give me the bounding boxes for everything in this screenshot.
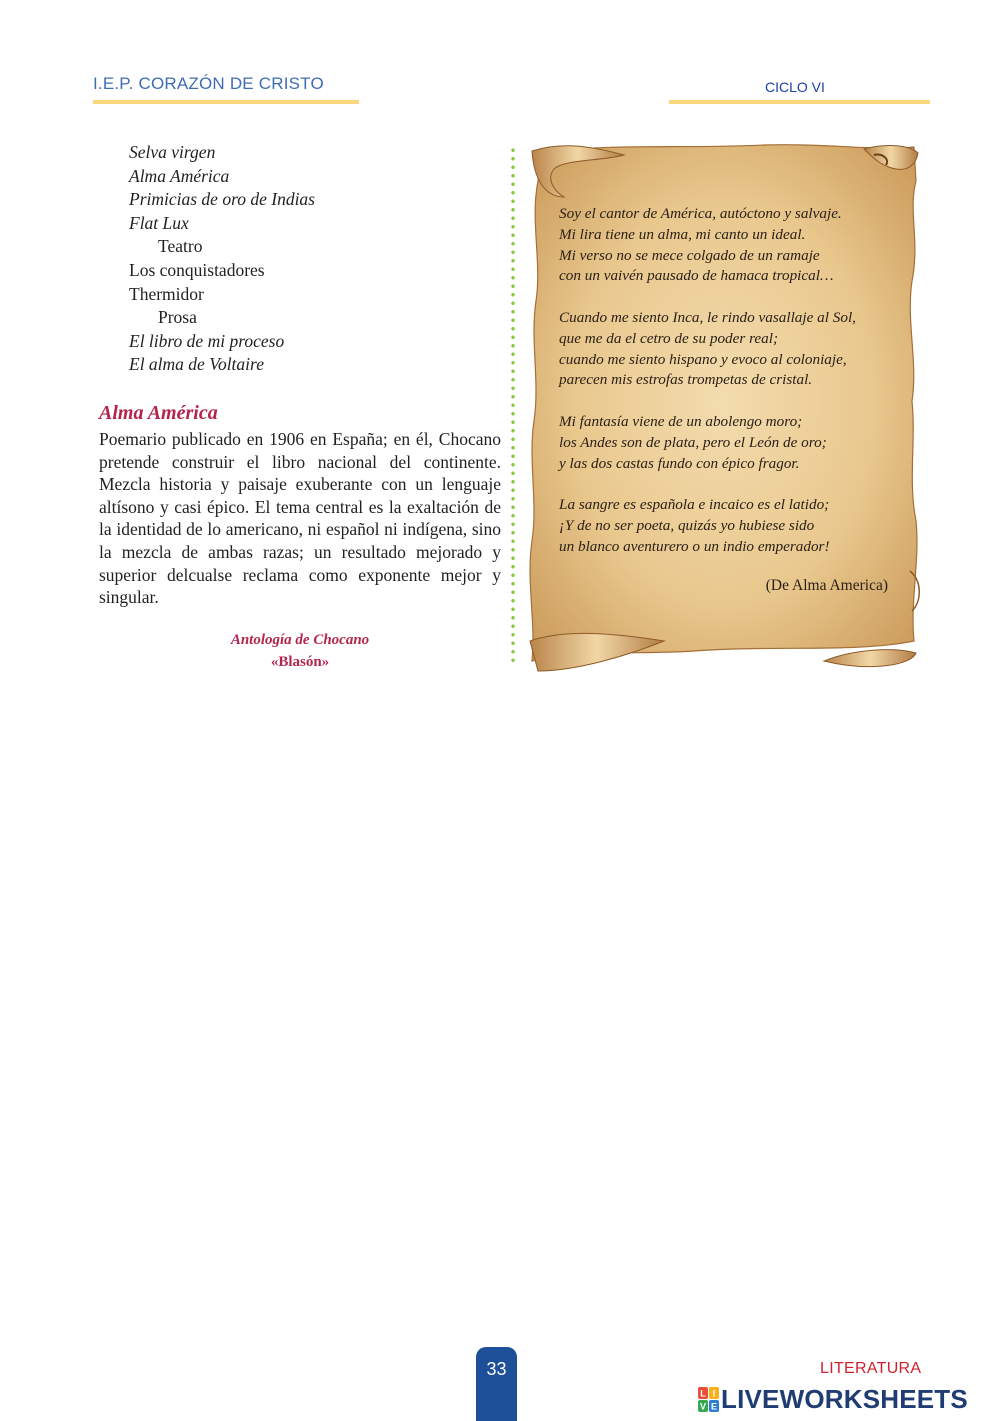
poem-line: La sangre es española e incaico es el latido; bbox=[559, 496, 830, 514]
poem-stanza bbox=[559, 495, 899, 557]
liveworksheets-brand[interactable]: LIVEWORKSHEETS bbox=[721, 1384, 968, 1414]
poem-stanza bbox=[559, 412, 899, 474]
poem-line: Mi lira tiene un alma, mi canto un ideal. bbox=[559, 225, 806, 243]
poem-line: los Andes son de plata, pero el León de oro; bbox=[559, 433, 827, 451]
credit-poem-title: «Blasón» bbox=[270, 654, 330, 670]
work-item: Alma América bbox=[129, 165, 230, 186]
liveworksheets-logo-icon[interactable] bbox=[698, 1387, 720, 1413]
header-right-rule bbox=[669, 100, 930, 104]
subject-label: LITERATURA bbox=[820, 1360, 922, 1377]
page-number: 33 bbox=[486, 1359, 507, 1379]
poem-stanza bbox=[559, 308, 899, 391]
poem-line: un blanco aventurero o un indio emperador! bbox=[559, 537, 830, 555]
poem-line: Mi verso no se mece colgado de un ramaje bbox=[559, 246, 820, 264]
poem-line: cuando me siento hispano y evoco al coloniaje, bbox=[559, 350, 847, 368]
work-item: Los conquistadores bbox=[129, 259, 265, 280]
poem-line: Cuando me siento Inca, le rindo vasallaje al Sol, bbox=[559, 308, 856, 326]
header-left-rule bbox=[93, 100, 359, 104]
section-body: Poemario publicado en 1906 en España; en él, Chocano pretende construir el libro nacional del continente. Mezcla historia y paisaje exuberante con un lenguaje altísono y casi épico. El tema central es la exaltación de la identidad de lo americano, ni español ni indígena, sino la mezcla de ambas razas; un resultado mejorado y superior delcualse reclama como exponente mejor y singular. bbox=[99, 429, 501, 608]
works-subheading-teatro: Teatro bbox=[158, 236, 203, 257]
svg-text:L: L bbox=[700, 1388, 706, 1399]
svg-text:V: V bbox=[699, 1401, 707, 1412]
poem-line: ¡Y de no ser poeta, quizás yo hubiese sido bbox=[559, 516, 815, 534]
work-item: El libro de mi proceso bbox=[129, 330, 285, 351]
poem bbox=[559, 204, 899, 578]
school-name: I.E.P. CORAZÓN DE CRISTO bbox=[93, 74, 324, 93]
poem-line: parecen mis estrofas trompetas de cristal. bbox=[559, 371, 813, 389]
svg-text:I: I bbox=[712, 1388, 716, 1399]
credit-anthology: Antología de Chocano bbox=[230, 632, 370, 648]
work-item: Thermidor bbox=[129, 283, 204, 304]
poem-line: Mi fantasía viene de un abolengo moro; bbox=[559, 412, 803, 430]
works-subheading-prosa: Prosa bbox=[158, 307, 197, 328]
section-title: Alma América bbox=[99, 402, 218, 424]
work-item: Primicias de oro de Indias bbox=[129, 189, 315, 210]
work-item: Flat Lux bbox=[129, 212, 189, 233]
dotted-divider bbox=[511, 146, 515, 663]
works-list bbox=[129, 141, 315, 377]
poem-stanza bbox=[559, 204, 899, 287]
anthology-credit bbox=[200, 629, 400, 673]
poem-line: y las dos castas fundo con épico fragor. bbox=[559, 454, 800, 472]
poem-source: (De Alma America) bbox=[765, 577, 888, 594]
work-item: Selva virgen bbox=[129, 142, 216, 162]
work-item: El alma de Voltaire bbox=[129, 354, 264, 375]
poem-line: Soy el cantor de América, autóctono y salvaje. bbox=[559, 205, 842, 222]
svg-text:E: E bbox=[710, 1401, 718, 1412]
poem-line: con un vaivén pausado de hamaca tropical… bbox=[559, 267, 834, 285]
poem-line: que me da el cetro de su poder real; bbox=[559, 329, 779, 347]
cycle-label: CICLO VI bbox=[765, 79, 825, 95]
